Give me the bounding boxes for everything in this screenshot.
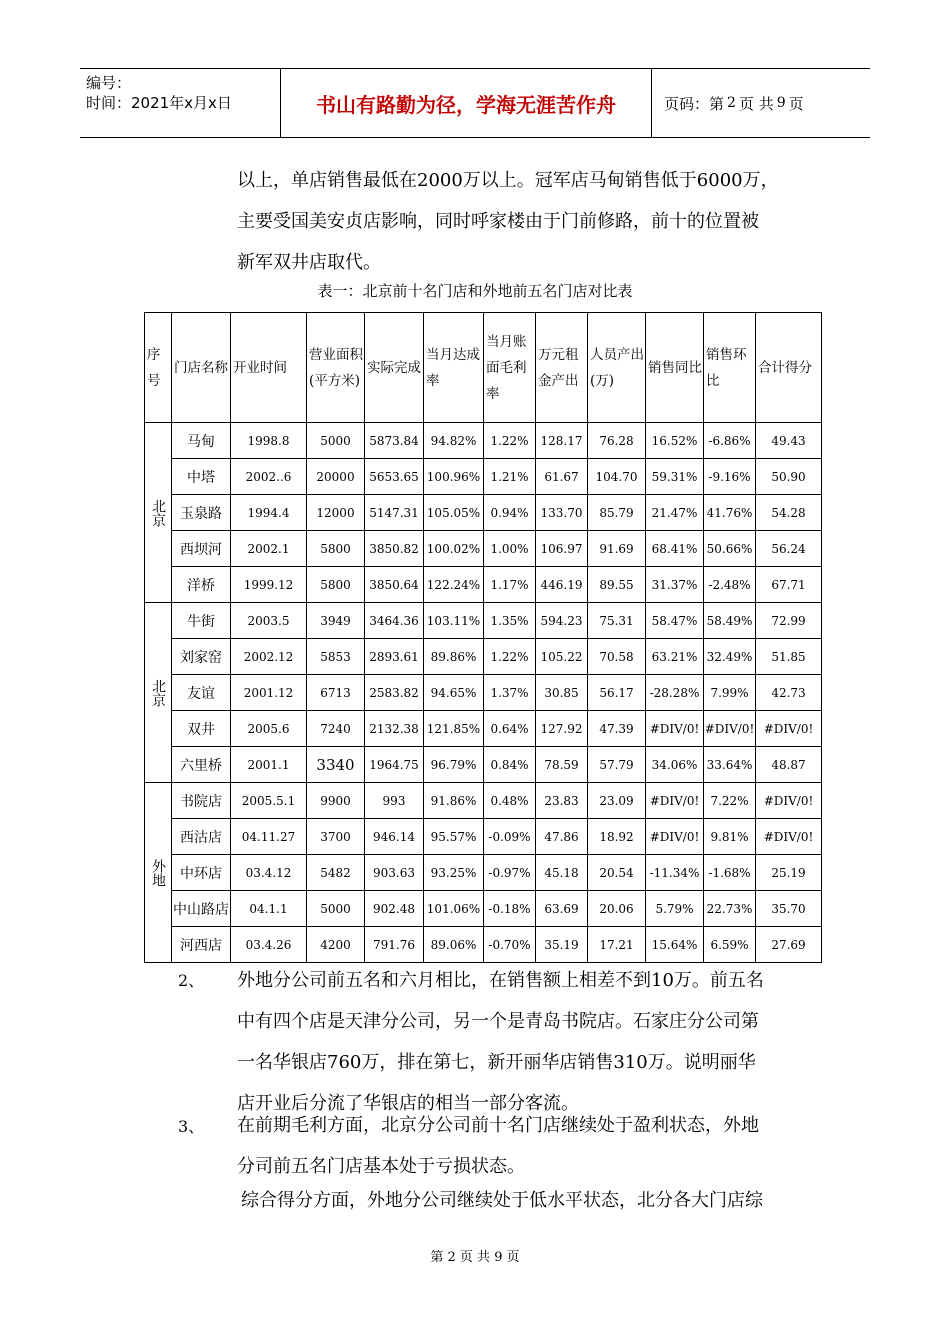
staff-output-cell: 75.31 bbox=[588, 603, 646, 639]
mom-cell: 7.99% bbox=[704, 675, 756, 711]
yoy-cell: 5.79% bbox=[646, 891, 704, 927]
mom-cell: -6.86% bbox=[704, 423, 756, 459]
mom-cell: 50.66% bbox=[704, 531, 756, 567]
intro-line: 以上，单店销售最低在2000万以上。冠军店马甸销售低于6000万， bbox=[237, 170, 779, 191]
header-total-score: 合计得分 bbox=[756, 313, 822, 423]
date-label: 时间：2021年x月x日 bbox=[86, 94, 232, 112]
header-store-name: 门店名称 bbox=[172, 313, 231, 423]
area-cell: 5800 bbox=[307, 567, 365, 603]
open-date-cell: 2002.1 bbox=[231, 531, 307, 567]
staff-output-cell: 56.17 bbox=[588, 675, 646, 711]
mom-cell: -2.48% bbox=[704, 567, 756, 603]
closing-paragraph bbox=[241, 1180, 821, 1221]
closing-line: 综合得分方面，外地分公司继续处于低水平状态，北分各大门店综 bbox=[241, 1190, 763, 1211]
header-mom: 销售环比 bbox=[704, 313, 756, 423]
total-score-cell: #DIV/0! bbox=[756, 819, 822, 855]
store-name-cell: 马甸 bbox=[172, 423, 231, 459]
gross-margin-cell: 1.21% bbox=[484, 459, 536, 495]
gross-margin-cell: 1.37% bbox=[484, 675, 536, 711]
header-area: 营业面积(平方米) bbox=[307, 313, 365, 423]
page-suffix: 页 bbox=[788, 94, 804, 113]
table-caption: 表一：北京前十名门店和外地前五名门店对比表 bbox=[317, 282, 633, 300]
total-score-cell: 48.87 bbox=[756, 747, 822, 783]
rent-output-cell: 47.86 bbox=[536, 819, 588, 855]
staff-output-cell: 70.58 bbox=[588, 639, 646, 675]
table-row bbox=[145, 423, 822, 459]
total-score-cell: 49.43 bbox=[756, 423, 822, 459]
item-line: 一名华银店760万，排在第七，新开丽华店销售310万。说明丽华 bbox=[237, 1052, 756, 1073]
gross-margin-cell: -0.97% bbox=[484, 855, 536, 891]
actual-cell: 2132.38 bbox=[365, 711, 424, 747]
rent-output-cell: 105.22 bbox=[536, 639, 588, 675]
staff-output-cell: 91.69 bbox=[588, 531, 646, 567]
mom-cell: -9.16% bbox=[704, 459, 756, 495]
yoy-cell: #DIV/0! bbox=[646, 783, 704, 819]
table-row bbox=[145, 531, 822, 567]
item-number: 2、 bbox=[178, 971, 205, 990]
total-score-cell: 56.24 bbox=[756, 531, 822, 567]
yoy-cell: #DIV/0! bbox=[646, 819, 704, 855]
rent-output-cell: 61.67 bbox=[536, 459, 588, 495]
store-name-cell: 河西店 bbox=[172, 927, 231, 963]
achievement-cell: 89.86% bbox=[424, 639, 484, 675]
gross-margin-cell: -0.18% bbox=[484, 891, 536, 927]
rent-output-cell: 78.59 bbox=[536, 747, 588, 783]
gross-margin-cell: 0.84% bbox=[484, 747, 536, 783]
open-date-cell: 2005.5.1 bbox=[231, 783, 307, 819]
item-line: 分司前五名门店基本处于亏损状态。 bbox=[237, 1156, 525, 1177]
header-meta bbox=[80, 69, 281, 137]
store-name-cell: 双井 bbox=[172, 711, 231, 747]
area-cell: 5000 bbox=[307, 891, 365, 927]
item-line: 在前期毛利方面，北京分公司前十名门店继续处于盈利状态，外地 bbox=[237, 1115, 759, 1136]
achievement-cell: 101.06% bbox=[424, 891, 484, 927]
open-date-cell: 2001.1 bbox=[231, 747, 307, 783]
actual-cell: 946.14 bbox=[365, 819, 424, 855]
achievement-cell: 95.57% bbox=[424, 819, 484, 855]
achievement-cell: 94.65% bbox=[424, 675, 484, 711]
total-score-cell: 25.19 bbox=[756, 855, 822, 891]
rent-output-cell: 30.85 bbox=[536, 675, 588, 711]
table-row bbox=[145, 639, 822, 675]
item-paragraph bbox=[237, 960, 817, 1124]
staff-output-cell: 17.21 bbox=[588, 927, 646, 963]
gross-margin-cell: 1.00% bbox=[484, 531, 536, 567]
gross-margin-cell: 0.64% bbox=[484, 711, 536, 747]
table-row bbox=[145, 603, 822, 639]
achievement-cell: 91.86% bbox=[424, 783, 484, 819]
mom-cell: 9.81% bbox=[704, 819, 756, 855]
yoy-cell: 15.64% bbox=[646, 927, 704, 963]
header-achievement: 当月达成率 bbox=[424, 313, 484, 423]
store-name-cell: 中塔 bbox=[172, 459, 231, 495]
achievement-cell: 105.05% bbox=[424, 495, 484, 531]
item-paragraph bbox=[237, 1105, 817, 1187]
total-score-cell: #DIV/0! bbox=[756, 711, 822, 747]
staff-output-cell: 57.79 bbox=[588, 747, 646, 783]
actual-cell: 903.63 bbox=[365, 855, 424, 891]
table-row bbox=[145, 783, 822, 819]
area-cell: 7240 bbox=[307, 711, 365, 747]
actual-cell: 3850.82 bbox=[365, 531, 424, 567]
actual-cell: 1964.75 bbox=[365, 747, 424, 783]
store-name-cell: 玉泉路 bbox=[172, 495, 231, 531]
area-cell: 3949 bbox=[307, 603, 365, 639]
open-date-cell: 2005.6 bbox=[231, 711, 307, 747]
open-date-cell: 2003.5 bbox=[231, 603, 307, 639]
store-name-cell: 刘家窑 bbox=[172, 639, 231, 675]
mom-cell: 41.76% bbox=[704, 495, 756, 531]
header-staff-output: 人员产出(万) bbox=[588, 313, 646, 423]
store-comparison-table bbox=[144, 312, 822, 963]
open-date-cell: 03.4.12 bbox=[231, 855, 307, 891]
open-date-cell: 04.11.27 bbox=[231, 819, 307, 855]
page-number: 2 bbox=[727, 95, 736, 111]
rent-output-cell: 133.70 bbox=[536, 495, 588, 531]
gross-margin-cell: 1.22% bbox=[484, 423, 536, 459]
total-score-cell: 35.70 bbox=[756, 891, 822, 927]
page-mid: 页 共 bbox=[738, 94, 774, 113]
achievement-cell: 89.06% bbox=[424, 927, 484, 963]
intro-line: 主要受国美安贞店影响，同时呼家楼由于门前修路，前十的位置被 bbox=[237, 211, 759, 232]
yoy-cell: 21.47% bbox=[646, 495, 704, 531]
actual-cell: 3464.36 bbox=[365, 603, 424, 639]
store-name-cell: 友谊 bbox=[172, 675, 231, 711]
store-name-cell: 西坝河 bbox=[172, 531, 231, 567]
total-score-cell: 51.85 bbox=[756, 639, 822, 675]
rent-output-cell: 35.19 bbox=[536, 927, 588, 963]
table-row bbox=[145, 495, 822, 531]
intro-paragraph bbox=[237, 160, 817, 283]
mom-cell: -1.68% bbox=[704, 855, 756, 891]
area-cell: 6713 bbox=[307, 675, 365, 711]
open-date-cell: 2002.12 bbox=[231, 639, 307, 675]
gross-margin-cell: -0.70% bbox=[484, 927, 536, 963]
actual-cell: 5873.84 bbox=[365, 423, 424, 459]
achievement-cell: 122.24% bbox=[424, 567, 484, 603]
table-row bbox=[145, 567, 822, 603]
staff-output-cell: 18.92 bbox=[588, 819, 646, 855]
yoy-cell: 58.47% bbox=[646, 603, 704, 639]
staff-output-cell: 76.28 bbox=[588, 423, 646, 459]
staff-output-cell: 89.55 bbox=[588, 567, 646, 603]
store-name-cell: 六里桥 bbox=[172, 747, 231, 783]
header-gross-margin: 当月账面毛利率 bbox=[484, 313, 536, 423]
region-cell: 北京 bbox=[145, 603, 172, 783]
yoy-cell: -28.28% bbox=[646, 675, 704, 711]
number-label: 编号： bbox=[86, 74, 132, 92]
achievement-cell: 96.79% bbox=[424, 747, 484, 783]
area-cell: 12000 bbox=[307, 495, 365, 531]
header-index: 序号 bbox=[145, 313, 172, 423]
achievement-cell: 93.25% bbox=[424, 855, 484, 891]
header-page-info bbox=[652, 69, 870, 137]
area-cell: 5000 bbox=[307, 423, 365, 459]
yoy-cell: 34.06% bbox=[646, 747, 704, 783]
rent-output-cell: 127.92 bbox=[536, 711, 588, 747]
rent-output-cell: 106.97 bbox=[536, 531, 588, 567]
table-row bbox=[145, 675, 822, 711]
total-score-cell: 67.71 bbox=[756, 567, 822, 603]
yoy-cell: 31.37% bbox=[646, 567, 704, 603]
gross-margin-cell: 0.48% bbox=[484, 783, 536, 819]
mom-cell: 6.59% bbox=[704, 927, 756, 963]
region-cell: 外地 bbox=[145, 783, 172, 963]
store-name-cell: 中山路店 bbox=[172, 891, 231, 927]
actual-cell: 5147.31 bbox=[365, 495, 424, 531]
store-name-cell: 洋桥 bbox=[172, 567, 231, 603]
area-cell: 5482 bbox=[307, 855, 365, 891]
achievement-cell: 100.96% bbox=[424, 459, 484, 495]
open-date-cell: 1998.8 bbox=[231, 423, 307, 459]
header-open-date: 开业时间 bbox=[231, 313, 307, 423]
table-row bbox=[145, 855, 822, 891]
gross-margin-cell: -0.09% bbox=[484, 819, 536, 855]
yoy-cell: #DIV/0! bbox=[646, 711, 704, 747]
store-name-cell: 书院店 bbox=[172, 783, 231, 819]
actual-cell: 2583.82 bbox=[365, 675, 424, 711]
area-cell: 20000 bbox=[307, 459, 365, 495]
mom-cell: 7.22% bbox=[704, 783, 756, 819]
rent-output-cell: 128.17 bbox=[536, 423, 588, 459]
table-row bbox=[145, 927, 822, 963]
total-score-cell: 50.90 bbox=[756, 459, 822, 495]
gross-margin-cell: 1.17% bbox=[484, 567, 536, 603]
area-cell: 9900 bbox=[307, 783, 365, 819]
store-name-cell: 西沽店 bbox=[172, 819, 231, 855]
area-cell: 3340 bbox=[307, 747, 365, 783]
intro-line: 新军双井店取代。 bbox=[237, 252, 381, 273]
staff-output-cell: 20.06 bbox=[588, 891, 646, 927]
area-cell: 5853 bbox=[307, 639, 365, 675]
table-row bbox=[145, 891, 822, 927]
rent-output-cell: 23.83 bbox=[536, 783, 588, 819]
item-line: 外地分公司前五名和六月相比，在销售额上相差不到10万。前五名 bbox=[237, 970, 764, 991]
table-row bbox=[145, 459, 822, 495]
open-date-cell: 1999.12 bbox=[231, 567, 307, 603]
achievement-cell: 121.85% bbox=[424, 711, 484, 747]
achievement-cell: 103.11% bbox=[424, 603, 484, 639]
total-score-cell: 72.99 bbox=[756, 603, 822, 639]
total-score-cell: #DIV/0! bbox=[756, 783, 822, 819]
actual-cell: 5653.65 bbox=[365, 459, 424, 495]
store-name-cell: 牛街 bbox=[172, 603, 231, 639]
gross-margin-cell: 1.22% bbox=[484, 639, 536, 675]
staff-output-cell: 23.09 bbox=[588, 783, 646, 819]
mom-cell: 22.73% bbox=[704, 891, 756, 927]
region-cell: 北京 bbox=[145, 423, 172, 603]
yoy-cell: 63.21% bbox=[646, 639, 704, 675]
rent-output-cell: 63.69 bbox=[536, 891, 588, 927]
mom-cell: 58.49% bbox=[704, 603, 756, 639]
table-header-row bbox=[145, 313, 822, 423]
staff-output-cell: 85.79 bbox=[588, 495, 646, 531]
open-date-cell: 03.4.26 bbox=[231, 927, 307, 963]
open-date-cell: 1994.4 bbox=[231, 495, 307, 531]
item-number: 3、 bbox=[178, 1117, 205, 1136]
header-yoy: 销售同比 bbox=[646, 313, 704, 423]
yoy-cell: 68.41% bbox=[646, 531, 704, 567]
actual-cell: 902.48 bbox=[365, 891, 424, 927]
achievement-cell: 94.82% bbox=[424, 423, 484, 459]
total-score-cell: 42.73 bbox=[756, 675, 822, 711]
item-line: 中有四个店是天津分公司，另一个是青岛书院店。石家庄分公司第 bbox=[237, 1011, 759, 1032]
area-cell: 4200 bbox=[307, 927, 365, 963]
table-row bbox=[145, 711, 822, 747]
actual-cell: 993 bbox=[365, 783, 424, 819]
item-line: 店开业后分流了华银店的相当一部分客流。 bbox=[237, 1093, 579, 1114]
table-row bbox=[145, 747, 822, 783]
open-date-cell: 2001.12 bbox=[231, 675, 307, 711]
page-total: 9 bbox=[776, 95, 786, 111]
staff-output-cell: 20.54 bbox=[588, 855, 646, 891]
page-header bbox=[80, 68, 870, 138]
mom-cell: #DIV/0! bbox=[704, 711, 756, 747]
total-score-cell: 27.69 bbox=[756, 927, 822, 963]
header-motto: 书山有路勤为径，学海无涯苦作舟 bbox=[281, 69, 652, 137]
open-date-cell: 04.1.1 bbox=[231, 891, 307, 927]
gross-margin-cell: 0.94% bbox=[484, 495, 536, 531]
header-actual: 实际完成 bbox=[365, 313, 424, 423]
rent-output-cell: 446.19 bbox=[536, 567, 588, 603]
mom-cell: 32.49% bbox=[704, 639, 756, 675]
table-row bbox=[145, 819, 822, 855]
staff-output-cell: 104.70 bbox=[588, 459, 646, 495]
open-date-cell: 2002..6 bbox=[231, 459, 307, 495]
area-cell: 5800 bbox=[307, 531, 365, 567]
mom-cell: 33.64% bbox=[704, 747, 756, 783]
actual-cell: 2893.61 bbox=[365, 639, 424, 675]
staff-output-cell: 47.39 bbox=[588, 711, 646, 747]
gross-margin-cell: 1.35% bbox=[484, 603, 536, 639]
yoy-cell: 16.52% bbox=[646, 423, 704, 459]
header-rent-output: 万元租金产出 bbox=[536, 313, 588, 423]
actual-cell: 791.76 bbox=[365, 927, 424, 963]
yoy-cell: 59.31% bbox=[646, 459, 704, 495]
achievement-cell: 100.02% bbox=[424, 531, 484, 567]
rent-output-cell: 594.23 bbox=[536, 603, 588, 639]
page-footer: 第 2 页 共 9 页 bbox=[430, 1250, 520, 1265]
total-score-cell: 54.28 bbox=[756, 495, 822, 531]
rent-output-cell: 45.18 bbox=[536, 855, 588, 891]
area-cell: 3700 bbox=[307, 819, 365, 855]
yoy-cell: -11.34% bbox=[646, 855, 704, 891]
store-name-cell: 中环店 bbox=[172, 855, 231, 891]
page-prefix: 页码：第 bbox=[664, 94, 725, 113]
actual-cell: 3850.64 bbox=[365, 567, 424, 603]
